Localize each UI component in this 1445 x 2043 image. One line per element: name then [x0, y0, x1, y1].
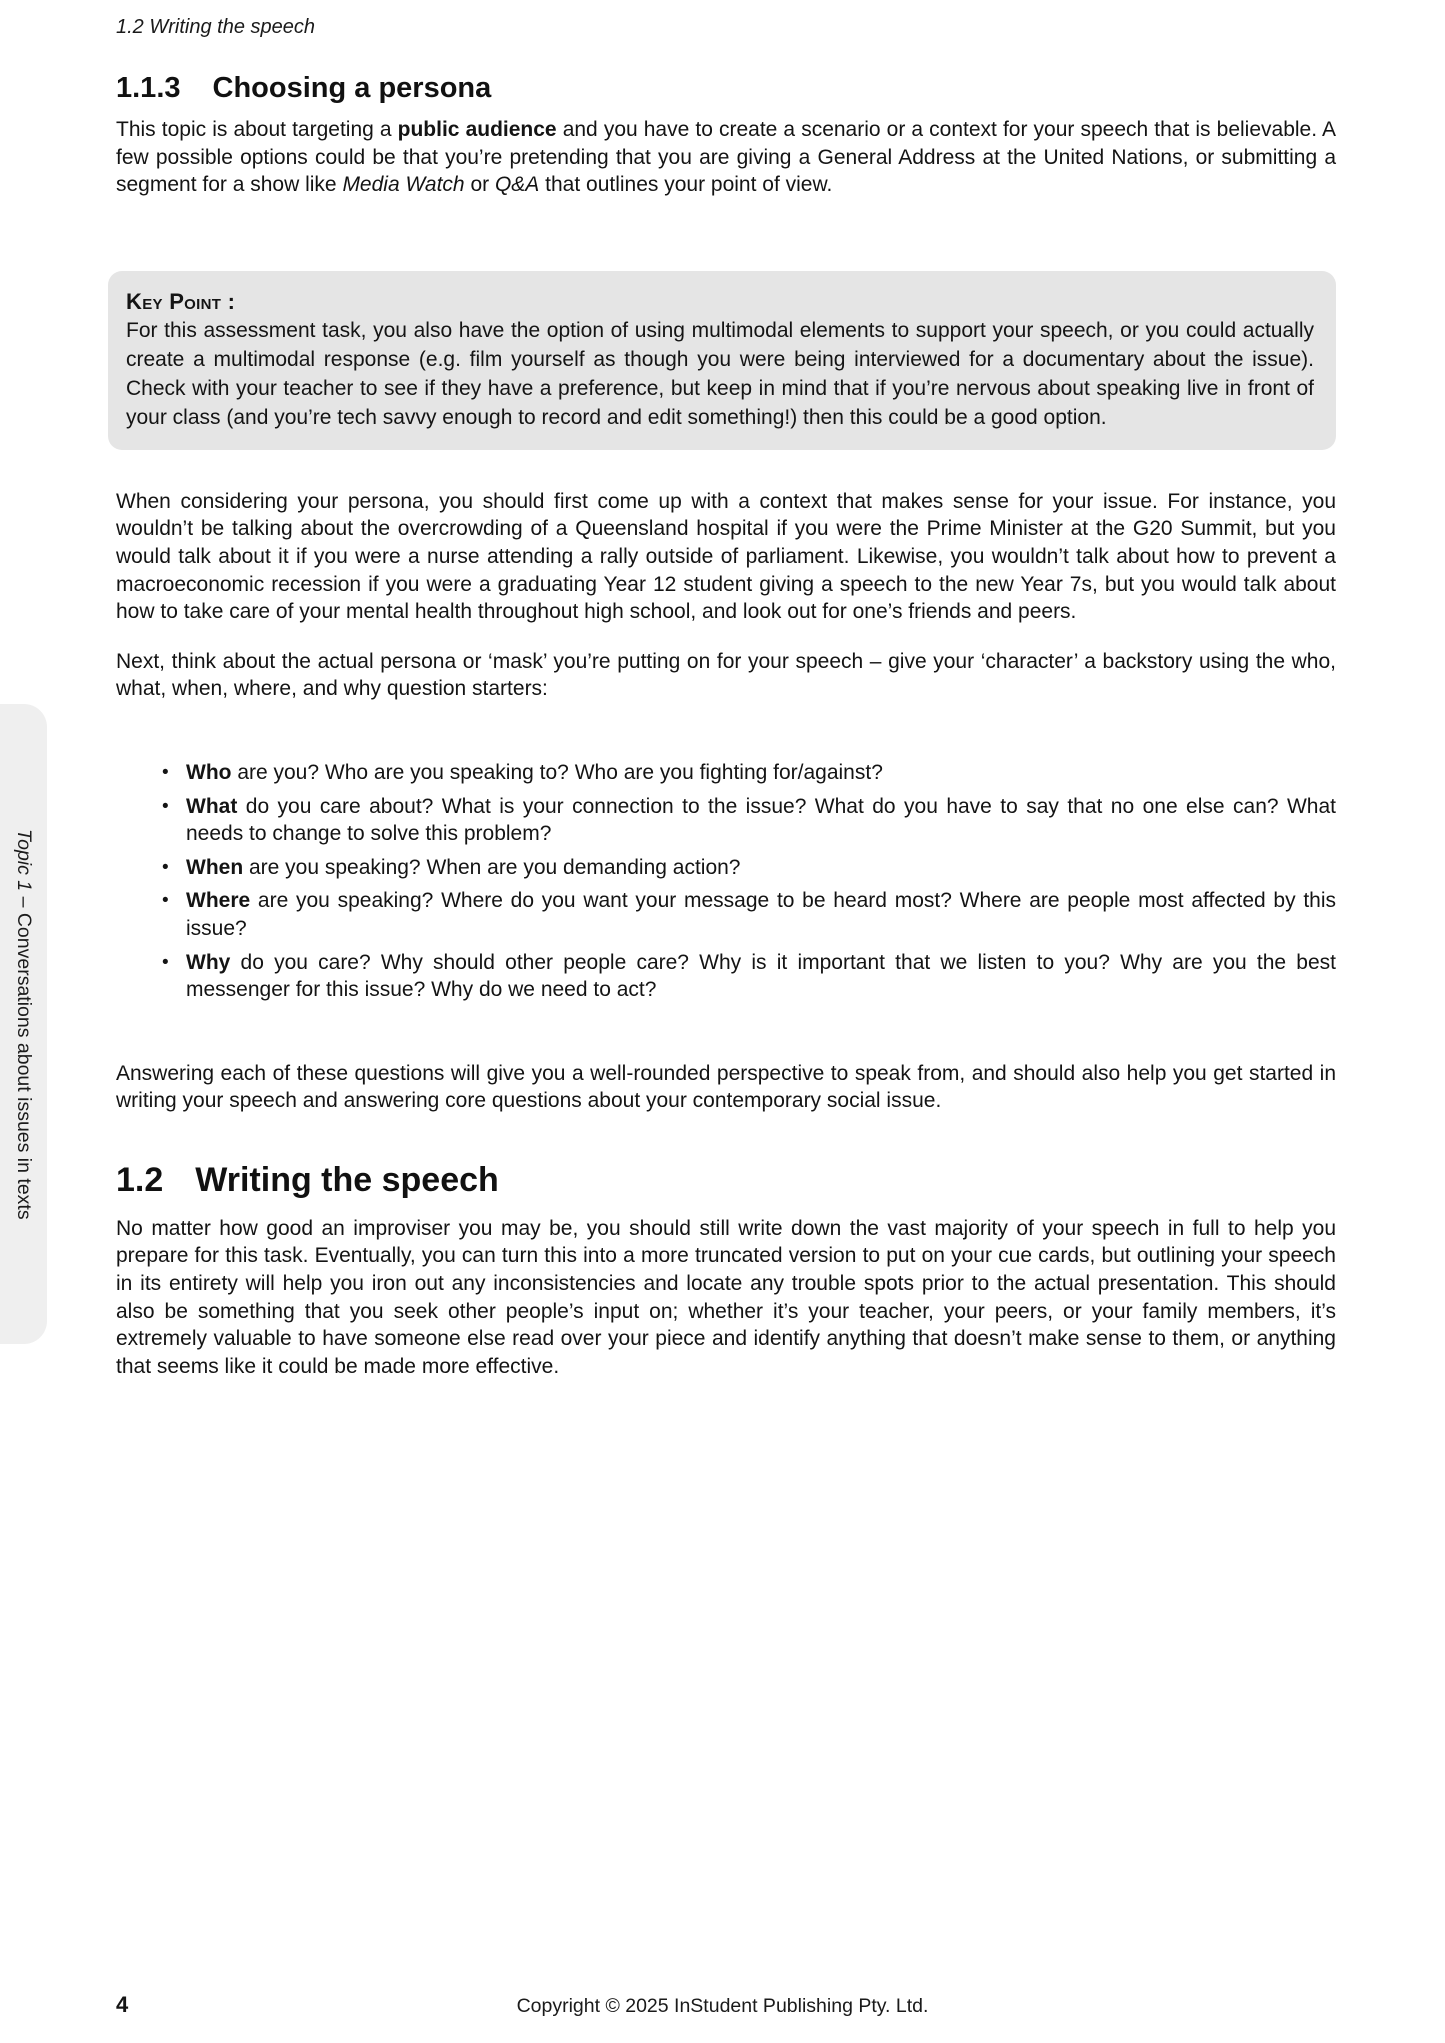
- key-point-text: For this assessment task, you also have the option of using multimodal elements to support your speech, or you could actually create a multimodal response (e.g. film yourself as though you were being interviewed for a documentary about the issue). Check with your teacher to see if they have a preference, but keep in mind that if you’re nervous about speaking live in front of your class (and you’re tech savvy enough to record and edit something!) then this could be a good option.: [126, 318, 1314, 429]
- bullet-icon: •: [162, 795, 169, 817]
- footer-copyright: Copyright © 2025 InStudent Publishing Pty. Ltd.: [516, 1995, 929, 2017]
- topic-sidebar-tab: [0, 704, 47, 1344]
- bullet-icon: •: [162, 761, 169, 783]
- section-heading-1-2: [116, 1159, 1336, 1201]
- section-number: 1.1.3: [116, 72, 181, 104]
- list-item-why: [116, 949, 1336, 1004]
- topic-number-label: Topic 1: [13, 828, 35, 891]
- footer-page-number: 4: [116, 1992, 129, 2017]
- list-item-where: [116, 887, 1336, 942]
- running-header: 1.2 Writing the speech: [116, 16, 315, 38]
- list-item-text: Why do you care? Why should other people care? Why is it important that we listen to you? Why are you the best messenger for this issue? Why do we need to act?: [186, 950, 1336, 1002]
- section-title: Writing the speech: [195, 1160, 499, 1199]
- list-item-text: When are you speaking? When are you demanding action?: [186, 855, 741, 879]
- section-number: 1.2: [116, 1160, 164, 1199]
- answering-paragraph: Answering each of these questions will give you a well-rounded perspective to speak from, and should also help you get started in writing your speech and answering core questions about your contemporary social issue.: [116, 1061, 1336, 1113]
- list-item-text: What do you care about? What is your connection to the issue? What do you have to say that no one else can? What needs to change to solve this problem?: [186, 794, 1336, 846]
- writing-speech-paragraph: No matter how good an improviser you may be, you should still write down the vast majority of your speech in full to help you prepare for this task. Eventually, you can turn this into a more truncated version to put on your cue cards, but outlining your speech in its entirety will help you iron out any inconsistencies and locate any trouble spots prior to the actual presentation. This should also be something that you seek other people’s input on; whether it’s your teacher, your peers, or your family members, it’s extremely valuable to have someone else read over your piece and identify anything that doesn’t make sense to them, or anything that seems like it could be made more effective.: [116, 1216, 1336, 1378]
- list-item-what: [116, 793, 1336, 848]
- page-content: [116, 70, 1336, 1402]
- key-point-box: [108, 271, 1336, 450]
- section-title: Choosing a persona: [212, 72, 492, 104]
- bullet-icon: •: [162, 951, 169, 973]
- list-item-who: [116, 759, 1336, 787]
- list-item-text: Who are you? Who are you speaking to? Who are you fighting for/against?: [186, 760, 883, 784]
- topic-title-label: – Conversations about issues in texts: [13, 890, 35, 1220]
- list-item-text: Where are you speaking? Where do you want your message to be heard most? Where are people most affected by this issue?: [186, 889, 1336, 940]
- bullet-icon: •: [162, 856, 169, 878]
- persona-context-paragraph: When considering your persona, you should first come up with a context that makes sense for your issue. For instance, you wouldn’t be talking about the overcrowding of a Queensland hospital if you were the Prime Minister at the G20 Summit, but you would talk about it if you were a nurse attending a rally outside of parliament. Likewise, you wouldn’t talk about how to prevent a macroeconomic recession if you were a graduating Year 12 student giving a speech to the new Year 7s, but you would talk about how to take care of your mental health throughout high school, and look out for one’s friends and peers.: [116, 489, 1336, 624]
- persona-mask-paragraph: Next, think about the actual persona or ‘mask’ you’re putting on for your speech – give your ‘character’ a backstory using the who, what, when, where, and why question starters:: [116, 649, 1336, 701]
- list-item-when: [116, 854, 1336, 882]
- bullet-icon: •: [162, 890, 169, 912]
- key-point-label: Key Point :: [126, 288, 236, 314]
- topic-tab-label: [12, 829, 35, 1220]
- intro-paragraph: This topic is about targeting a public audience and you have to create a scenario or a context for your speech that is believable. A few possible options could be that you’re pretending that you are giving a General Address at the United Nations, or submitting a segment for a show like Media Watch or Q&A that outlines your point of view.: [116, 118, 1336, 197]
- question-starters-list: [116, 759, 1336, 1004]
- section-heading-1-1-3: [116, 70, 1336, 106]
